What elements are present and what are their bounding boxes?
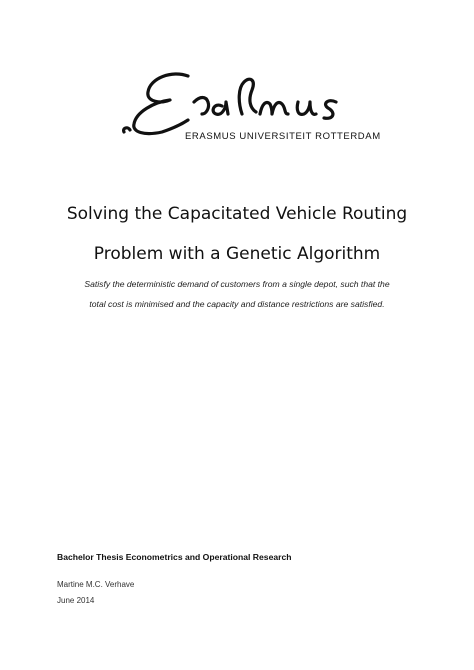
thesis-type: Bachelor Thesis Econometrics and Operational Research [57, 552, 292, 562]
subtitle-line-2: total cost is minimised and the capacity and distance restrictions are satisfied. [89, 299, 385, 309]
title-line-1: Solving the Capacitated Vehicle Routing [66, 204, 408, 224]
subtitle-line-1: Satisfy the deterministic demand of customers from a single depot, such that the [84, 279, 390, 289]
publication-date: June 2014 [57, 596, 95, 605]
author-name: Martine M.C. Verhave [57, 580, 135, 589]
university-name: ERASMUS UNIVERSITEIT ROTTERDAM [185, 131, 381, 142]
erasmus-logo [110, 68, 410, 148]
title-line-2: Problem with a Genetic Algorithm [93, 244, 381, 264]
